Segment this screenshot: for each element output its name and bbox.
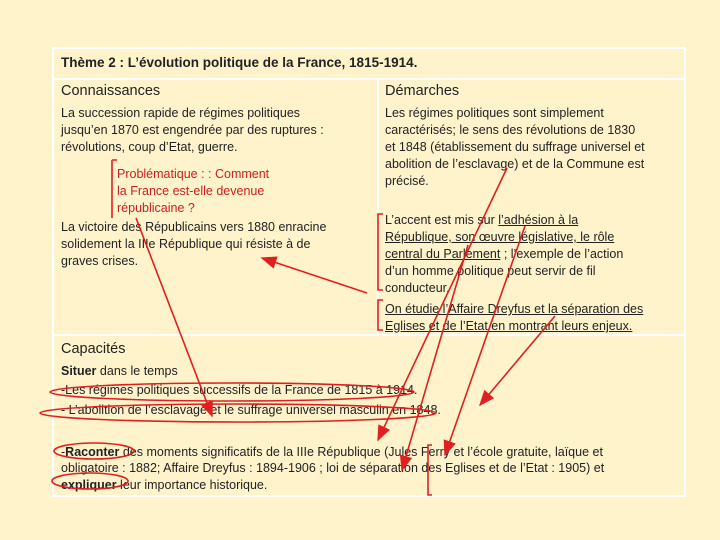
problematique-line: républicaine ? [117,201,195,215]
connaissances-heading: Connaissances [61,83,161,99]
demarches-text-line: On étudie l’Affaire Dreyfus et la séparation des [385,302,644,316]
demarches-text-line: L’accent est mis sur l’adhésion à la [385,213,579,227]
demarches-text-line: abolition de l’esclavage) et de la Commune est [385,157,645,171]
annotation-ellipse [50,383,414,401]
capacites-heading: Capacités [61,341,126,357]
demarches-text-line: et 1848 (établissement du suffrage universel et [385,140,645,154]
connaissances-text-line: jusqu’en 1870 est engendrée par des ruptures : [61,123,324,137]
demarches-text-line: conducteur. [385,281,450,295]
capacites-text-line: Situer dans le temps [61,364,178,378]
demarches-text-line: central du Parlement ; l’exemple de l’action [385,247,624,261]
demarches-text-line: République, son œuvre législative, le rôle [385,230,615,244]
connaissances-text-line: La succession rapide de régimes politiques [61,106,301,120]
demarches-heading: Démarches [385,83,460,99]
demarches-text-line: Les régimes politiques sont simplement [385,106,604,120]
demarches-text-line: précisé. [385,174,429,188]
annotation-arrow [480,316,555,405]
problematique-line: la France est-elle devenue [117,184,265,198]
annotation-arrow [136,218,212,416]
annotation-bracket [378,300,383,330]
annotation-bracket [378,214,383,290]
capacites-text-line: expliquer leur importance historique. [61,478,268,492]
annotation-bracket [428,445,432,495]
annotation-arrow [445,226,525,455]
connaissances-text-line: révolutions, coup d’Etat, guerre. [61,140,238,154]
annotation-ellipse [52,473,128,489]
capacites-text-line: obligatoire : 1882; Affaire Dreyfus : 1894-1906 ; loi de séparation des Eglises et de l’Etat : 1905) et [61,461,605,475]
capacites-text-line: -Les régimes politiques successifs de la France de 1815 à 1914. [61,383,418,397]
annotation-arrow [402,245,468,470]
annotation-arrow [262,258,367,293]
demarches-text-line: d’un homme politique peut servir de fil [385,264,596,278]
demarches-text-line: caractérisés; le sens des révolutions de 1830 [385,123,636,137]
connaissances-text-line: La victoire des Républicains vers 1880 enracine [61,220,327,234]
annotation-arrow [378,168,507,440]
page-title: Thème 2 : L’évolution politique de la France, 1815-1914. [61,55,418,70]
capacites-text-line: -Raconter des moments significatifs de la IIIe République (Jules Ferry et l’école gratuite, laïque et [61,445,603,459]
annotation-ellipse [40,404,436,422]
demarches-text-line: Eglises et de l’Etat en montrant leurs enjeux. [385,319,633,333]
connaissances-text-line: graves crises. [61,254,139,268]
problematique-box [112,160,117,218]
capacites-text-line: - L’abolition de l’esclavage et le suffrage universel masculin en 1848. [61,403,441,417]
annotation-ellipse [54,443,134,459]
connaissances-text-line: solidement la IIIe République qui résiste à de [61,237,311,251]
problematique-line: Problématique : : Comment [117,167,270,181]
